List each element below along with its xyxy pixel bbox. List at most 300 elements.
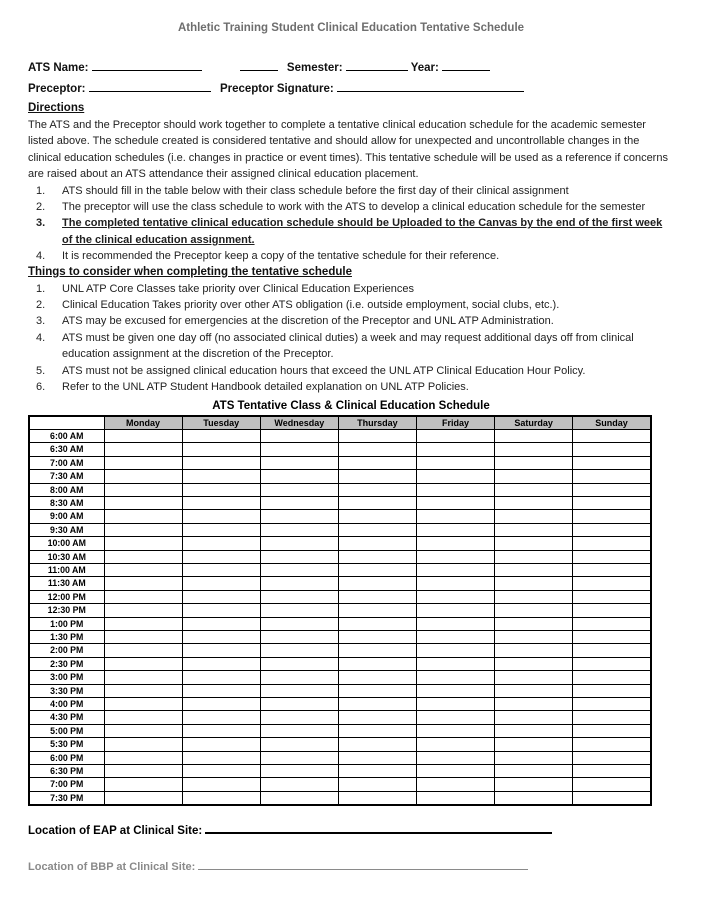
schedule-slot-cell <box>417 590 495 603</box>
schedule-slot-cell <box>104 456 182 469</box>
schedule-slot-cell <box>417 765 495 778</box>
time-cell: 7:30 PM <box>29 791 104 805</box>
schedule-slot-cell <box>417 496 495 509</box>
schedule-slot-cell <box>182 671 260 684</box>
schedule-slot-cell <box>338 631 416 644</box>
list-item-number: 3. <box>36 315 46 328</box>
schedule-slot-cell <box>338 429 416 442</box>
schedule-slot-cell <box>417 711 495 724</box>
schedule-slot-cell <box>104 778 182 791</box>
schedule-row <box>29 590 651 603</box>
schedule-slot-cell <box>104 698 182 711</box>
bbp-location-row <box>28 858 674 873</box>
schedule-row <box>29 751 651 764</box>
schedule-slot-cell <box>417 791 495 805</box>
list-item-text: ATS must be given one day off (no associated clinical duties) a week and may request additional days off from clinical education assignment at the discretion of the Preceptor. <box>62 331 634 361</box>
list-item <box>28 199 674 215</box>
list-item <box>28 297 674 313</box>
list-item-text: Clinical Education Takes priority over other ATS obligation (i.e. outside employment, social clubs, etc.). <box>62 299 560 312</box>
day-header: Wednesday <box>260 416 338 430</box>
schedule-slot-cell <box>104 711 182 724</box>
schedule-slot-cell <box>573 590 651 603</box>
schedule-row <box>29 738 651 751</box>
schedule-row <box>29 684 651 697</box>
schedule-slot-cell <box>260 711 338 724</box>
list-item <box>28 330 674 363</box>
schedule-slot-cell <box>104 791 182 805</box>
schedule-row <box>29 537 651 550</box>
schedule-slot-cell <box>104 523 182 536</box>
time-cell: 12:00 PM <box>29 590 104 603</box>
schedule-slot-cell <box>495 537 573 550</box>
schedule-slot-cell <box>417 671 495 684</box>
schedule-table-head <box>29 416 651 430</box>
schedule-slot-cell <box>495 429 573 442</box>
schedule-slot-cell <box>260 644 338 657</box>
schedule-slot-cell <box>260 778 338 791</box>
schedule-slot-cell <box>573 791 651 805</box>
schedule-slot-cell <box>104 604 182 617</box>
schedule-slot-cell <box>182 550 260 563</box>
time-cell: 11:30 AM <box>29 577 104 590</box>
schedule-slot-cell <box>182 778 260 791</box>
schedule-slot-cell <box>182 443 260 456</box>
schedule-slot-cell <box>104 510 182 523</box>
schedule-slot-cell <box>104 738 182 751</box>
schedule-row <box>29 765 651 778</box>
schedule-slot-cell <box>182 429 260 442</box>
schedule-slot-cell <box>573 765 651 778</box>
time-cell: 6:30 AM <box>29 443 104 456</box>
schedule-slot-cell <box>495 617 573 630</box>
schedule-slot-cell <box>338 724 416 737</box>
time-cell: 4:30 PM <box>29 711 104 724</box>
time-cell: 5:00 PM <box>29 724 104 737</box>
schedule-row <box>29 563 651 576</box>
schedule-slot-cell <box>417 510 495 523</box>
list-item <box>28 313 674 329</box>
semester-label: Semester: <box>286 62 343 74</box>
schedule-slot-cell <box>495 470 573 483</box>
schedule-slot-cell <box>495 671 573 684</box>
schedule-slot-cell <box>182 738 260 751</box>
schedule-slot-cell <box>338 684 416 697</box>
schedule-slot-cell <box>495 496 573 509</box>
schedule-slot-cell <box>260 523 338 536</box>
schedule-slot-cell <box>182 496 260 509</box>
time-cell: 10:00 AM <box>29 537 104 550</box>
list-item <box>28 215 674 248</box>
schedule-slot-cell <box>495 698 573 711</box>
schedule-slot-cell <box>104 577 182 590</box>
bbp-location-label: Location of BBP at Clinical Site: <box>28 861 196 874</box>
time-cell: 6:00 PM <box>29 751 104 764</box>
time-cell: 1:30 PM <box>29 631 104 644</box>
schedule-slot-cell <box>495 590 573 603</box>
schedule-slot-cell <box>104 684 182 697</box>
schedule-slot-cell <box>260 684 338 697</box>
schedule-slot-cell <box>495 604 573 617</box>
semester-blank <box>346 59 408 71</box>
schedule-slot-cell <box>495 657 573 670</box>
schedule-slot-cell <box>495 778 573 791</box>
schedule-row <box>29 496 651 509</box>
list-item-number: 1. <box>36 282 46 295</box>
schedule-header-row <box>29 416 651 430</box>
schedule-slot-cell <box>573 644 651 657</box>
schedule-slot-cell <box>260 429 338 442</box>
schedule-slot-cell <box>338 738 416 751</box>
time-cell: 7:00 AM <box>29 456 104 469</box>
schedule-slot-cell <box>573 523 651 536</box>
schedule-slot-cell <box>182 765 260 778</box>
schedule-slot-cell <box>573 684 651 697</box>
schedule-slot-cell <box>104 724 182 737</box>
schedule-slot-cell <box>417 684 495 697</box>
list-item <box>28 183 674 199</box>
list-item <box>28 281 674 297</box>
schedule-slot-cell <box>260 604 338 617</box>
list-item-number: 2. <box>36 299 46 312</box>
schedule-slot-cell <box>182 657 260 670</box>
schedule-row <box>29 577 651 590</box>
schedule-slot-cell <box>338 604 416 617</box>
time-cell: 9:30 AM <box>29 523 104 536</box>
time-cell: 1:00 PM <box>29 617 104 630</box>
time-cell: 9:00 AM <box>29 510 104 523</box>
schedule-slot-cell <box>260 751 338 764</box>
considerations-heading: Things to consider when completing the tentative schedule <box>28 265 352 278</box>
list-item-text: The preceptor will use the class schedule to work with the ATS to develop a clinical education schedule for the semester <box>62 201 646 214</box>
schedule-slot-cell <box>338 711 416 724</box>
schedule-slot-cell <box>495 563 573 576</box>
schedule-slot-cell <box>417 738 495 751</box>
schedule-table <box>28 415 652 807</box>
list-item <box>28 379 674 395</box>
schedule-row <box>29 429 651 442</box>
schedule-slot-cell <box>573 456 651 469</box>
considerations-list <box>28 281 674 396</box>
list-item-number: 2. <box>36 201 46 214</box>
schedule-slot-cell <box>104 617 182 630</box>
schedule-row <box>29 510 651 523</box>
schedule-slot-cell <box>260 537 338 550</box>
schedule-slot-cell <box>573 604 651 617</box>
schedule-slot-cell <box>417 443 495 456</box>
schedule-slot-cell <box>182 617 260 630</box>
list-item-number: 3. <box>36 217 46 230</box>
schedule-slot-cell <box>417 644 495 657</box>
schedule-slot-cell <box>338 617 416 630</box>
schedule-slot-cell <box>495 550 573 563</box>
schedule-slot-cell <box>338 671 416 684</box>
schedule-slot-cell <box>182 456 260 469</box>
schedule-slot-cell <box>182 523 260 536</box>
schedule-slot-cell <box>338 644 416 657</box>
schedule-row <box>29 791 651 805</box>
time-cell: 4:00 PM <box>29 698 104 711</box>
schedule-slot-cell <box>182 631 260 644</box>
list-item <box>28 248 674 264</box>
schedule-slot-cell <box>417 604 495 617</box>
ats-name-blank <box>92 59 202 71</box>
schedule-slot-cell <box>260 671 338 684</box>
schedule-row <box>29 443 651 456</box>
directions-heading: Directions <box>28 102 85 114</box>
year-label: Year: <box>410 62 439 74</box>
schedule-row <box>29 711 651 724</box>
list-item <box>28 363 674 379</box>
schedule-slot-cell <box>573 657 651 670</box>
schedule-slot-cell <box>104 671 182 684</box>
schedule-row <box>29 671 651 684</box>
list-item-text: ATS should fill in the table below with their class schedule before the first day of their clinical assignment <box>62 184 569 197</box>
list-item-text: The completed tentative clinical education schedule should be Uploaded to the Canvas by the end of the first week of the clinical education assignment. <box>62 217 663 246</box>
schedule-slot-cell <box>573 631 651 644</box>
schedule-slot-cell <box>260 577 338 590</box>
schedule-slot-cell <box>104 631 182 644</box>
schedule-slot-cell <box>417 550 495 563</box>
list-item-number: 5. <box>36 364 46 377</box>
schedule-slot-cell <box>573 443 651 456</box>
preceptor-signature-label: Preceptor Signature: <box>219 83 334 95</box>
time-cell: 2:00 PM <box>29 644 104 657</box>
preceptor-signature-blank <box>337 80 524 92</box>
schedule-slot-cell <box>104 765 182 778</box>
schedule-slot-cell <box>495 577 573 590</box>
schedule-slot-cell <box>417 698 495 711</box>
schedule-slot-cell <box>573 778 651 791</box>
schedule-slot-cell <box>182 590 260 603</box>
time-cell: 8:30 AM <box>29 496 104 509</box>
schedule-slot-cell <box>182 684 260 697</box>
schedule-slot-cell <box>104 550 182 563</box>
ats-name-label: ATS Name: <box>28 62 89 74</box>
schedule-row <box>29 644 651 657</box>
schedule-slot-cell <box>495 751 573 764</box>
schedule-row <box>29 724 651 737</box>
name-semester-year-row <box>28 59 674 76</box>
schedule-slot-cell <box>182 644 260 657</box>
schedule-slot-cell <box>573 738 651 751</box>
schedule-row <box>29 483 651 496</box>
schedule-slot-cell <box>182 510 260 523</box>
schedule-slot-cell <box>573 550 651 563</box>
schedule-slot-cell <box>104 563 182 576</box>
schedule-slot-cell <box>417 778 495 791</box>
preceptor-blank <box>89 80 211 92</box>
schedule-slot-cell <box>417 657 495 670</box>
schedule-slot-cell <box>104 483 182 496</box>
schedule-slot-cell <box>573 563 651 576</box>
schedule-slot-cell <box>417 724 495 737</box>
schedule-slot-cell <box>338 483 416 496</box>
schedule-row <box>29 631 651 644</box>
schedule-row <box>29 617 651 630</box>
day-header: Sunday <box>573 416 651 430</box>
schedule-slot-cell <box>104 644 182 657</box>
schedule-slot-cell <box>495 644 573 657</box>
list-item-text: ATS may be excused for emergencies at the discretion of the Preceptor and UNL ATP Administration. <box>62 315 554 328</box>
schedule-slot-cell <box>338 537 416 550</box>
schedule-slot-cell <box>573 470 651 483</box>
schedule-row <box>29 698 651 711</box>
schedule-slot-cell <box>417 751 495 764</box>
schedule-slot-cell <box>104 657 182 670</box>
schedule-slot-cell <box>260 510 338 523</box>
day-header: Friday <box>417 416 495 430</box>
schedule-slot-cell <box>338 456 416 469</box>
schedule-slot-cell <box>573 483 651 496</box>
time-cell: 3:00 PM <box>29 671 104 684</box>
eap-location-blank <box>205 821 552 834</box>
schedule-slot-cell <box>495 724 573 737</box>
schedule-slot-cell <box>338 765 416 778</box>
schedule-slot-cell <box>260 617 338 630</box>
schedule-slot-cell <box>338 751 416 764</box>
time-cell: 7:00 PM <box>29 778 104 791</box>
schedule-row <box>29 550 651 563</box>
schedule-slot-cell <box>573 711 651 724</box>
schedule-slot-cell <box>495 711 573 724</box>
list-item-text: Refer to the UNL ATP Student Handbook detailed explanation on UNL ATP Policies. <box>62 381 469 394</box>
schedule-slot-cell <box>260 657 338 670</box>
schedule-slot-cell <box>260 496 338 509</box>
schedule-slot-cell <box>182 577 260 590</box>
schedule-slot-cell <box>182 791 260 805</box>
list-item-number: 4. <box>36 250 46 263</box>
extra-blank <box>240 59 278 71</box>
schedule-slot-cell <box>573 537 651 550</box>
list-item-text: UNL ATP Core Classes take priority over Clinical Education Experiences <box>62 282 414 295</box>
time-cell: 3:30 PM <box>29 684 104 697</box>
time-cell: 6:00 AM <box>29 429 104 442</box>
schedule-row <box>29 456 651 469</box>
schedule-slot-cell <box>417 483 495 496</box>
schedule-slot-cell <box>495 523 573 536</box>
schedule-slot-cell <box>338 523 416 536</box>
schedule-row <box>29 470 651 483</box>
schedule-slot-cell <box>182 537 260 550</box>
schedule-slot-cell <box>338 510 416 523</box>
day-header: Tuesday <box>182 416 260 430</box>
bbp-location-blank <box>198 858 528 870</box>
schedule-slot-cell <box>260 443 338 456</box>
schedule-row <box>29 604 651 617</box>
schedule-slot-cell <box>260 590 338 603</box>
schedule-slot-cell <box>495 791 573 805</box>
schedule-slot-cell <box>182 470 260 483</box>
list-item-number: 4. <box>36 331 46 344</box>
directions-intro: The ATS and the Preceptor should work together to complete a tentative clinical education schedule for the academic semester listed above. The schedule created is considered tentative and should allow for unexpected and uncontrollable changes in the clinical education schedules (i.e. changes in practice or event times). This tentative schedule will be used as a reference if concerns are raised about an ATS attendance their assigned clinical education placement. <box>28 119 668 181</box>
schedule-table-body <box>29 429 651 805</box>
schedule-slot-cell <box>417 617 495 630</box>
schedule-slot-cell <box>338 470 416 483</box>
schedule-slot-cell <box>260 791 338 805</box>
list-item-number: 6. <box>36 381 46 394</box>
schedule-slot-cell <box>182 724 260 737</box>
day-header: Monday <box>104 416 182 430</box>
schedule-slot-cell <box>338 657 416 670</box>
schedule-slot-cell <box>338 791 416 805</box>
schedule-slot-cell <box>104 496 182 509</box>
directions-list <box>28 183 674 265</box>
schedule-slot-cell <box>182 563 260 576</box>
schedule-slot-cell <box>417 523 495 536</box>
schedule-slot-cell <box>260 563 338 576</box>
schedule-slot-cell <box>495 738 573 751</box>
list-item-number: 1. <box>36 184 46 197</box>
year-blank <box>442 59 490 71</box>
document-title: Athletic Training Student Clinical Education Tentative Schedule <box>177 22 525 34</box>
schedule-slot-cell <box>573 724 651 737</box>
schedule-slot-cell <box>182 483 260 496</box>
schedule-slot-cell <box>104 429 182 442</box>
schedule-slot-cell <box>104 751 182 764</box>
schedule-slot-cell <box>573 751 651 764</box>
time-cell: 7:30 AM <box>29 470 104 483</box>
eap-location-label: Location of EAP at Clinical Site: <box>28 825 203 838</box>
list-item-text: ATS must not be assigned clinical education hours that exceed the UNL ATP Clinical Education Hour Policy. <box>62 364 586 377</box>
time-cell: 11:00 AM <box>29 563 104 576</box>
schedule-corner-cell <box>29 416 104 430</box>
schedule-slot-cell <box>104 537 182 550</box>
schedule-slot-cell <box>260 483 338 496</box>
schedule-slot-cell <box>417 631 495 644</box>
schedule-slot-cell <box>417 537 495 550</box>
schedule-row <box>29 523 651 536</box>
day-header: Thursday <box>338 416 416 430</box>
schedule-slot-cell <box>573 429 651 442</box>
schedule-slot-cell <box>182 698 260 711</box>
schedule-slot-cell <box>260 698 338 711</box>
eap-location-row <box>28 821 674 837</box>
list-item-text: It is recommended the Preceptor keep a copy of the tentative schedule for their reference. <box>62 250 500 263</box>
schedule-slot-cell <box>260 470 338 483</box>
schedule-slot-cell <box>417 429 495 442</box>
schedule-slot-cell <box>182 604 260 617</box>
schedule-title: ATS Tentative Class & Clinical Education Schedule <box>212 399 490 412</box>
schedule-slot-cell <box>417 563 495 576</box>
schedule-slot-cell <box>573 496 651 509</box>
day-header: Saturday <box>495 416 573 430</box>
schedule-slot-cell <box>260 738 338 751</box>
time-cell: 8:00 AM <box>29 483 104 496</box>
schedule-slot-cell <box>495 631 573 644</box>
schedule-slot-cell <box>260 456 338 469</box>
schedule-slot-cell <box>573 617 651 630</box>
schedule-slot-cell <box>573 698 651 711</box>
schedule-slot-cell <box>495 443 573 456</box>
schedule-slot-cell <box>573 577 651 590</box>
schedule-slot-cell <box>104 443 182 456</box>
schedule-slot-cell <box>417 456 495 469</box>
schedule-slot-cell <box>260 631 338 644</box>
schedule-slot-cell <box>495 684 573 697</box>
preceptor-row <box>28 80 674 97</box>
schedule-slot-cell <box>260 550 338 563</box>
time-cell: 12:30 PM <box>29 604 104 617</box>
schedule-slot-cell <box>495 510 573 523</box>
schedule-slot-cell <box>495 483 573 496</box>
schedule-slot-cell <box>338 563 416 576</box>
schedule-slot-cell <box>260 724 338 737</box>
schedule-slot-cell <box>417 577 495 590</box>
time-cell: 2:30 PM <box>29 657 104 670</box>
schedule-slot-cell <box>260 765 338 778</box>
schedule-row <box>29 657 651 670</box>
schedule-slot-cell <box>495 456 573 469</box>
